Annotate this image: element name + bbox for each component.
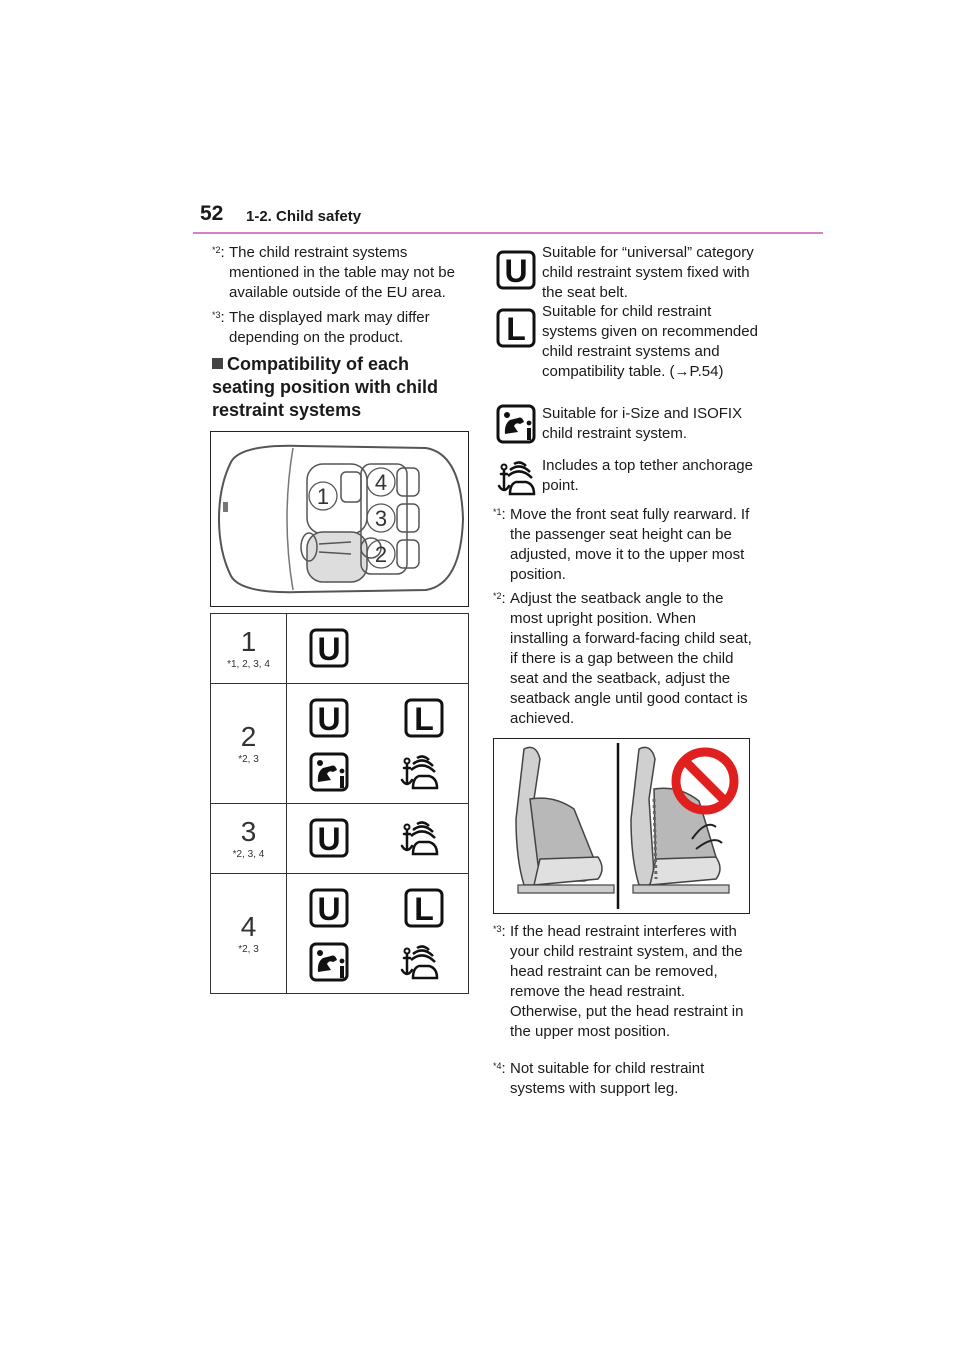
isofix-isize-icon: [309, 942, 351, 984]
section-title: 1-2. Child safety: [246, 208, 362, 225]
legend-l-symbol-text: Suitable for child restraint systems given on recommended child restraint systems and compatibility table. (→P.54): [542, 303, 758, 380]
table-row: [211, 684, 469, 804]
table-row: [211, 874, 469, 994]
svg-text:L: L: [506, 311, 526, 347]
legend-isofix-isize-icon: [496, 404, 538, 446]
l-symbol-icon: [404, 888, 444, 928]
seat-label-3: 3: [374, 506, 388, 531]
seatback-angle-illustration: [493, 738, 750, 914]
position-note: *2, 3: [238, 944, 259, 955]
svg-text:U: U: [317, 701, 341, 737]
svg-text:L: L: [414, 891, 434, 927]
page-number: 52: [200, 202, 224, 225]
position-number: 1: [240, 626, 257, 657]
position-note: *2, 3, 4: [232, 849, 265, 860]
seat-label-4: 4: [374, 470, 388, 495]
svg-text:U: U: [317, 821, 341, 857]
prohibited-icon: [676, 752, 734, 810]
svg-text:U: U: [317, 631, 341, 667]
header-rule: [193, 232, 823, 234]
seat-label-1: 1: [316, 484, 330, 509]
legend-top-tether-icon: [496, 456, 540, 500]
position-number: 2: [240, 721, 257, 752]
legend-universal-text: Suitable for “universal” category child restraint system fixed with the seat belt.: [542, 244, 754, 301]
svg-text:U: U: [504, 253, 528, 289]
footnote-3-left: $^{*3}$: The displayed mark may differ depending on the product.: [212, 309, 430, 346]
footnote-2-right: $^{*2}$: Adjust the seatback angle to the most upright position. When installing a forward-facing child seat, if there is a gap between the child seat and the seatback, adjust the seatback angle until good contact is achieved.: [493, 590, 752, 727]
footnote-3-right: $^{*3}$: If the head restraint interferes with your child restraint system, and the head restraint can be removed, remove the head restraint. Otherwise, put the head restraint in the upper most position.: [493, 923, 744, 1040]
compatibility-table: [210, 613, 469, 994]
vehicle-seating-diagram: [210, 431, 469, 607]
top-tether-icon: [399, 816, 443, 860]
svg-text:L: L: [414, 701, 434, 737]
universal-u-icon: [309, 628, 349, 668]
legend-isize-text: Suitable for i-Size and ISOFIX child restraint system.: [542, 405, 743, 442]
section-heading: Compatibility of each seating position with child restraint systems: [212, 354, 439, 420]
legend-universal-u-icon: [496, 250, 536, 290]
position-note: *1, 2, 3, 4: [227, 659, 270, 670]
position-note: *2, 3: [238, 754, 259, 765]
footnote-2-left: $^{*2}$: The child restraint systems mentioned in the table may not be available outside of the EU area.: [212, 244, 455, 301]
footnote-1-right: $^{*1}$: Move the front seat fully rearward. If the passenger seat height can be adjusted, move it to the upper most position.: [493, 506, 750, 583]
universal-u-icon: [309, 818, 349, 858]
universal-u-icon: [309, 888, 349, 928]
universal-u-icon: [309, 698, 349, 738]
table-row: [211, 804, 469, 874]
position-number: 3: [240, 816, 257, 847]
l-symbol-icon: [404, 698, 444, 738]
heading-square-icon: [212, 358, 223, 369]
legend-tether-text: Includes a top tether anchorage point.: [542, 457, 753, 494]
top-tether-icon: [399, 940, 443, 984]
table-row: [211, 614, 469, 684]
seat-label-2: 2: [374, 542, 388, 567]
svg-text:U: U: [317, 891, 341, 927]
isofix-isize-icon: [309, 752, 351, 794]
car-top-view-icon: [211, 432, 468, 606]
correct-seat-illustration: [516, 747, 614, 893]
position-number: 4: [240, 911, 257, 942]
legend-l-symbol-icon: [496, 308, 536, 348]
top-tether-icon: [399, 750, 443, 794]
footnote-4-right: $^{*4}$: Not suitable for child restraint systems with support leg.: [493, 1060, 705, 1097]
